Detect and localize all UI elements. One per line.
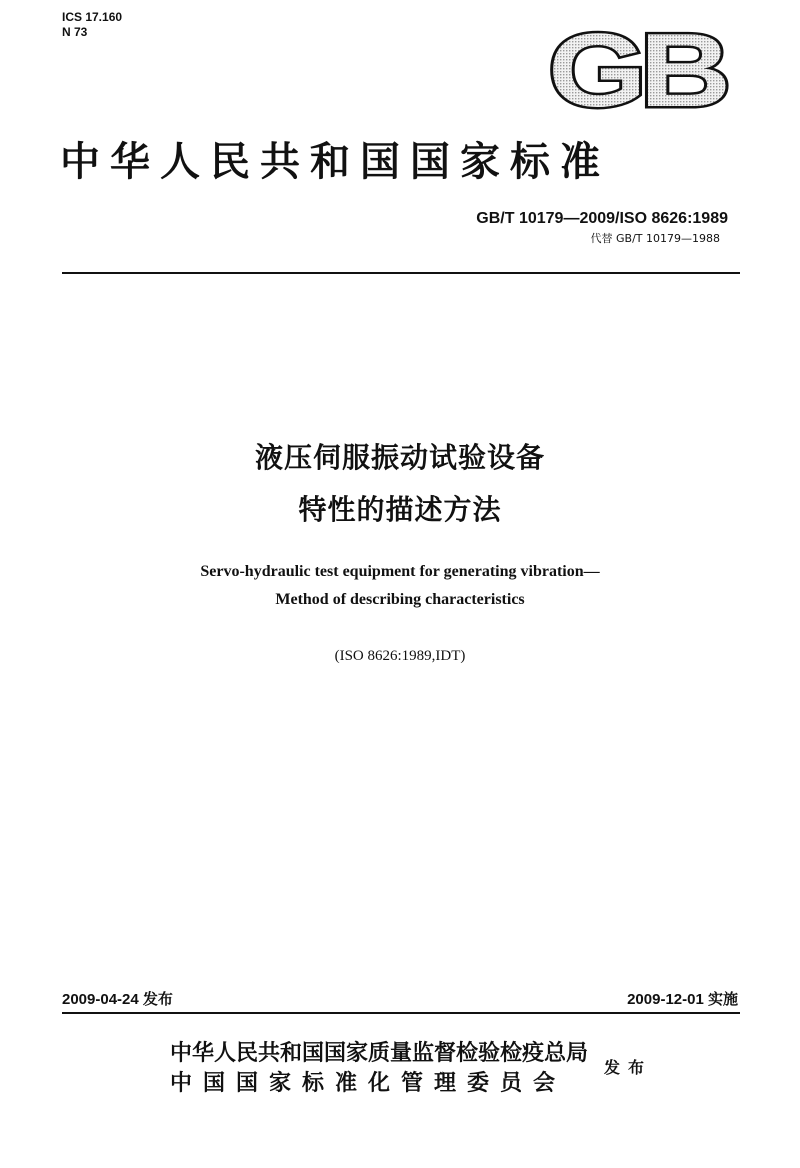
issue-label: 发布	[604, 1058, 653, 1077]
iso-reference: (ISO 8626:1989,IDT)	[334, 648, 466, 664]
standard-number: GB/T 10179—2009/ISO 8626:1989	[476, 210, 728, 227]
chinese-title-line1: 液压伺服振动试验设备	[254, 441, 545, 474]
issuer-aqsiq: 中华人民共和国国家质量监督检验检疫总局	[170, 1041, 589, 1066]
gb-logo	[536, 26, 736, 112]
english-title-line2: Method of describing characteristics	[275, 591, 525, 608]
issuer-sac: 中国国家标准化管理委员会	[170, 1071, 567, 1096]
chinese-title-line2: 特性的描述方法	[298, 493, 502, 526]
header-divider	[62, 272, 740, 274]
gb-logo-text: GB	[548, 26, 727, 112]
implement-label: 实施	[707, 990, 738, 1008]
english-title-line1: Servo-hydraulic test equipment for generating vibration—	[200, 563, 600, 580]
classification-codes	[62, 10, 122, 40]
implement-date-line	[627, 988, 738, 1009]
ccs-code: N 73	[62, 25, 88, 39]
publish-date-line	[62, 988, 173, 1009]
footer-divider	[62, 1012, 740, 1014]
publish-label: 发布	[142, 990, 173, 1008]
national-standard-heading: 中华人民共和国国家标准	[60, 138, 610, 185]
publish-date: 2009-04-24	[62, 991, 139, 1008]
implement-date: 2009-12-01	[627, 991, 704, 1008]
ics-code: ICS 17.160	[62, 10, 123, 24]
replaces-standard: 代替 GB/T 10179—1988	[590, 232, 720, 245]
